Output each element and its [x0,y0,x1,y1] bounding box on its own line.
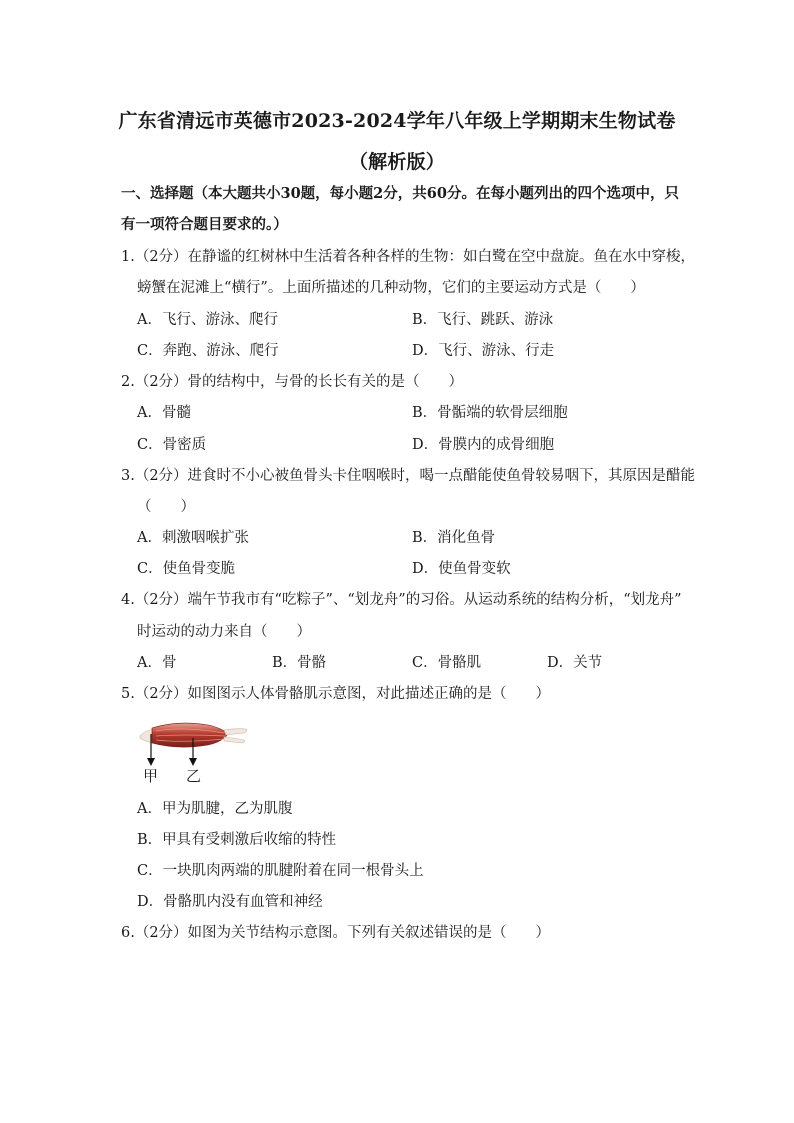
question-3-option-d: D．使鱼骨变软 [412,561,511,577]
question-4-stem: 4.（2分）端午节我市有“吃粽子”、“划龙舟”的习俗。从运动系统的结构分析，“划龙舟” [121,592,682,608]
question-5-option-c: C．一块肌肉两端的肌腱附着在同一根骨头上 [137,863,424,879]
question-2-option-a: A．骨髓 [137,405,191,421]
question-5-option-d: D．骨骼肌内没有血管和神经 [137,894,323,910]
skeletal-muscle-figure [138,716,250,768]
question-3-option-a: A．刺激咽喉扩张 [137,530,249,546]
question-5-option-b: B．甲具有受刺激后收缩的特性 [137,832,337,848]
right-tendon-lower [224,737,245,743]
question-2-stem: 2.（2分）骨的结构中，与骨的长长有关的是（ ） [121,374,464,390]
question-2-option-d: D．骨膜内的成骨细胞 [412,437,555,453]
question-3-option-b: B．消化鱼骨 [412,530,496,546]
section-heading: 一、选择题（本大题共小30题，每小题2分，共60分。在每小题列出的四个选项中，只 [121,185,679,202]
arrow-down-icon [189,758,197,766]
question-3-stem-cont: （ ） [137,499,195,515]
right-tendon-upper [224,729,247,735]
question-1-stem-cont: 螃蟹在泥滩上“横行”。上面所描述的几种动物，它们的主要运动方式是（ ） [137,280,645,296]
section-heading-cont: 有一项符合题目要求的。） [121,216,288,233]
question-6-stem: 6.（2分）如图为关节结构示意图。下列有关叙述错误的是（ ） [121,925,551,941]
question-1-stem: 1.（2分）在静谧的红树林中生活着各种各样的生物：如白鹭在空中盘旋。鱼在水中穿梭， [121,249,696,265]
question-4-option-d: D．关节 [547,655,603,671]
question-4-option-c: C．骨骼肌 [412,655,482,671]
page-subtitle: （解析版） [348,151,445,173]
question-1-option-c: C．奔跑、游泳、爬行 [137,343,279,359]
question-3-option-c: C．使鱼骨变脆 [137,561,236,577]
question-2-option-b: B．骨骺端的软骨层细胞 [412,405,568,421]
question-5-option-a: A．甲为肌腱，乙为肌腹 [137,801,293,817]
figure-label-jia: 甲 [143,767,159,785]
question-5-stem: 5.（2分）如图图示人体骨骼肌示意图，对此描述正确的是（ ） [121,686,551,702]
question-1-option-b: B．飞行、跳跃、游泳 [412,312,554,328]
question-1-option-a: A．飞行、游泳、爬行 [137,312,278,328]
figure-label-yi: 乙 [186,767,202,785]
question-1-option-d: D．飞行、游泳、行走 [412,343,555,359]
question-4-stem-cont: 时运动的动力来自（ ） [137,624,311,640]
page-title: 广东省清远市英德市2023-2024学年八年级上学期期末生物试卷 [118,110,676,132]
question-3-stem: 3.（2分）进食时不小心被鱼骨头卡住咽喉时，喝一点醋能使鱼骨较易咽下，其原因是醋能 [121,468,696,484]
question-2-option-c: C．骨密质 [137,437,207,453]
question-4-option-a: A．骨 [137,655,177,671]
arrow-down-icon [147,758,155,766]
question-4-option-b: B．骨骼 [272,655,327,671]
